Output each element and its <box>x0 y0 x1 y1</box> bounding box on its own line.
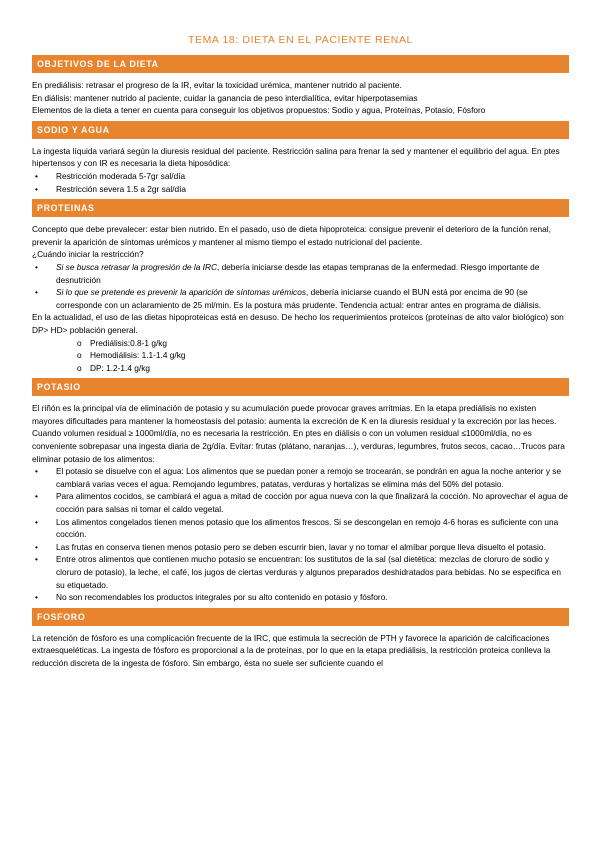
circle-bullet-icon: o <box>77 362 82 373</box>
list-item: o DP: 1.2-1.4 g/kg <box>77 362 150 373</box>
potasio-intro: El riñón es la principal vía de eliminación de potasio y su acumulación puede provocar graves arritmias. En la etapa prediálisis no existen mayores dificultades para mantener la homeostasis del potasio: aumenta la excreción de K en la diuresis residual y la excreción por las heces. Cuando volumen residual ≥ 1000ml/día, no es necesaria la restricción. En ptes en diálisis o con un volumen residual ≤1000ml/día, no es conveniente sobrepasar una ingesta diaria de 2g/día. Evitar: frutas (plátano, naranjas…), verduras, legumbres, frutos secos, cacao…Trucos para eliminar potasio de los alimentos: <box>32 403 565 464</box>
list-item: • Entre otros alimentos que contienen mucho potasio se encuentran: los sustitutos de la sal (sal dietética: mezclas de cloruro de sodio y cloruro de potasio), la leche, el café, los jugos de ciertas verduras y algunos preparados deshidratados para bebidas. No se especifica en su etiquetado. <box>35 554 562 590</box>
section-heading-sodio: SODIO Y AGUA <box>32 121 569 139</box>
proteinas-question: ¿Cuándo iniciar la restricción? <box>32 249 144 260</box>
objetivos-line-elementos: Elementos de la dieta a tener en cuenta para conseguir los objetivos propuestos: Sodio y agua, Proteínas, Potasio, Fósforo <box>32 105 486 116</box>
list-item: • El potasio se disuelve con el agua: Los alimentos que se puedan poner a remojo se trocearán, se pondrán en agua la noche anterior y se cambiará varias veces el agua. Remojando legumbres, patatas, verduras y hortalizas se elimina más del 50% del potasio. <box>35 466 562 489</box>
list-item: • Las frutas en conserva tienen menos potasio pero se deben escurrir bien, lavar y no tomar el almíbar porque lleva disuelto el potasio. <box>35 541 546 552</box>
bullet-icon: • <box>35 592 38 603</box>
list-item: • Los alimentos congelados tienen menos potasio que los alimentos frescos. Si se descongelan en remojo 4-6 horas es suficiente con una cocción. <box>35 516 559 540</box>
bullet-icon: • <box>35 170 38 181</box>
list-item: • Para alimentos cocidos, se cambiará el agua a mitad de cocción por agua nueva con la que finalizará la cocción. No aprovechar el agua de cocción para salsas ni tomar el caldo vegetal. <box>35 491 568 515</box>
list-item: • Restricción moderada 5-7gr sal/día <box>35 170 186 181</box>
bullet-icon: • <box>35 466 38 477</box>
bullet-icon: • <box>35 554 38 565</box>
bullet-icon: • <box>35 491 38 502</box>
proteinas-requirements-list <box>32 337 569 375</box>
proteinas-intro: Concepto que debe prevalecer: estar bien nutrido. En el pasado, uso de dieta hipoproteica: consigue prevenir el deterioro de la función renal, prevenir la aparición de síntomas urémicos y mantener al mismo tiempo el estado nutricional del paciente. <box>32 224 551 247</box>
list-item: • Si lo que se pretende es prevenir la aparición de síntomas urémicos, debería iniciarse cuando el BUN está por encima de 90 (se corresponde con un aclaramiento de 25 ml/min. Es la postura más prudente. Tendencia actual: entrar antes en programa de diálisis. <box>35 287 542 310</box>
list-item: o Hemodiálisis: 1.1-1.4 g/kg <box>77 350 186 361</box>
circle-bullet-icon: o <box>77 337 82 348</box>
section-heading-potasio: POTASIO <box>32 378 569 396</box>
sodio-bullet-list <box>32 170 569 195</box>
section-heading-fosforo: FOSFORO <box>32 608 569 626</box>
bullet-icon: • <box>35 287 38 298</box>
list-item: • No son recomendables los productos integrales por su alto contenido en potasio y fósforo. <box>35 592 388 603</box>
section-heading-proteinas: PROTEINAS <box>32 199 569 217</box>
bullet-icon: • <box>35 183 38 194</box>
document-title: TEMA 18: DIETA EN EL PACIENTE RENAL <box>187 34 414 46</box>
proteinas-bullet-list <box>32 261 569 311</box>
list-item: • Si se busca retrasar la progresión de la IRC, debería iniciarse desde las etapas tempranas de la enfermedad. Riesgo importante de desnutrición <box>35 261 540 285</box>
potasio-bullet-list <box>32 465 569 604</box>
bullet-icon: • <box>35 261 38 272</box>
list-item: o Prediálisis:0.8-1 g/kg <box>77 337 168 348</box>
proteinas-actual: En la actualidad, el uso de las dietas hipoproteicas está en desuso. De hecho los requerimientos proteicos (proteínas de alto valor biológico) son DP> HD> población general. <box>32 312 564 335</box>
fosforo-intro: La retención de fósforo es una complicación frecuente de la IRC, que estimula la secreción de PTH y favorece la aparición de calcificaciones extraesqueléticas. La ingesta de fósforo es proporcional a la de proteínas, por lo que en la etapa prediálisis, la restricción proteica conlleva la reducción discreta de la ingesta de fósforo. Sin embargo, ésta no suele ser suficiente cuando el <box>32 632 551 668</box>
circle-bullet-icon: o <box>77 350 82 361</box>
objetivos-line-diálisis: En diálisis: mantener nutrido al paciente, cuidar la ganancia de peso interdialítica, evitar hiperpotasemias <box>32 92 418 103</box>
bullet-icon: • <box>35 541 38 552</box>
sodio-intro: La ingesta líquida variará según la diuresis residual del paciente. Restricción salina para frenar la sed y mantener el equilibrio del agua. En ptes hipertensos y con IR es necesaria la dieta hiposódica: <box>32 145 560 169</box>
objetivos-line-prediálisis: En prediálisis: retrasar el progreso de la IR, evitar la toxicidad urémica, mantener nutrido al paciente. <box>32 80 402 90</box>
section-heading-objetivos: OBJETIVOS DE LA DIETA <box>32 55 569 73</box>
bullet-icon: • <box>35 516 38 527</box>
list-item: • Restricción severa 1.5 a 2gr sal/día <box>35 183 187 194</box>
